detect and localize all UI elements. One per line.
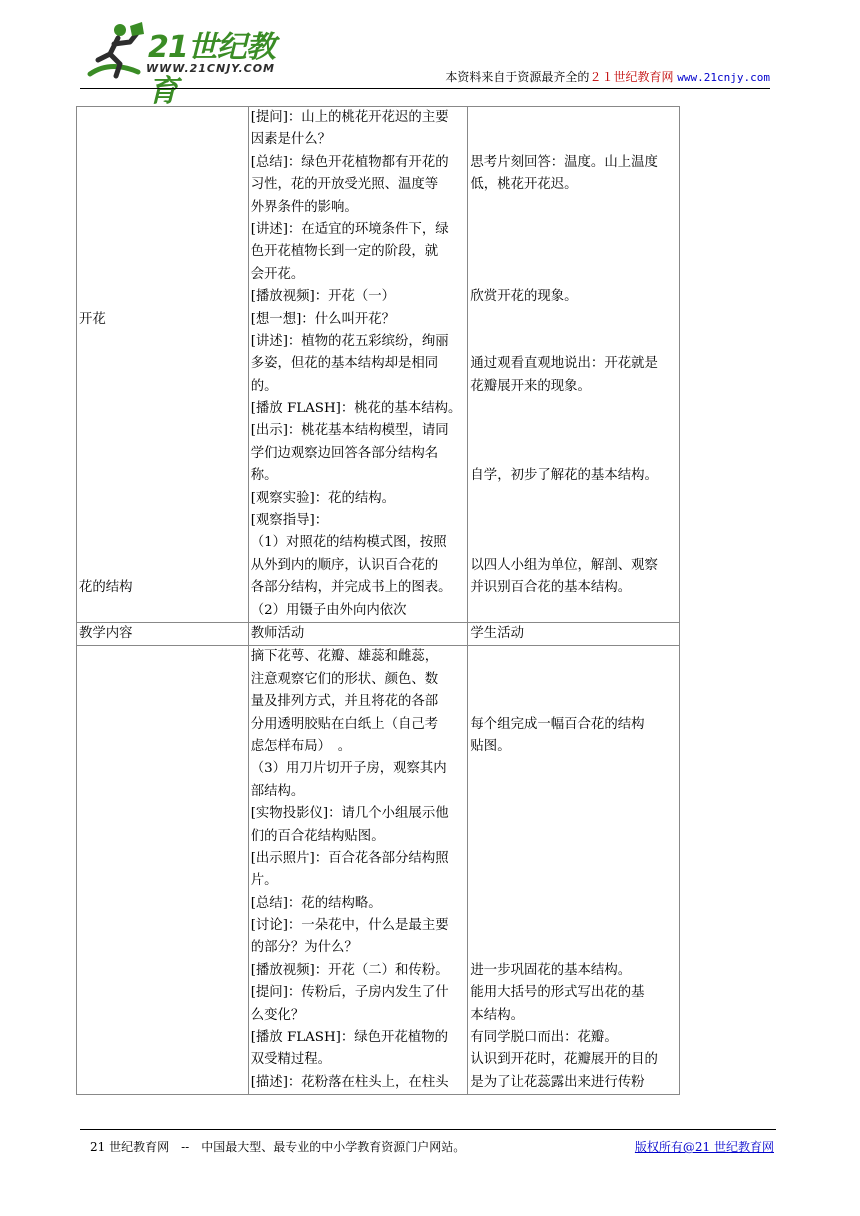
teacher-line: 部结构。: [250, 783, 305, 799]
student-line: 贴图。: [470, 738, 511, 754]
teacher-line: 从外到内的顺序，认识百合花的: [250, 557, 439, 573]
header-note-url[interactable]: www.21cnjy.com: [677, 71, 770, 84]
student-activity-cell: [468, 107, 680, 623]
teacher-line: [观察实验]：花的结构。: [250, 490, 396, 506]
logo-brand: 21世纪教育: [148, 30, 275, 109]
teacher-line: 多姿，但花的基本结构却是相同: [250, 356, 439, 372]
content-cell: [77, 107, 249, 623]
teacher-line: 虑怎样布局） 。: [250, 738, 352, 754]
teacher-line: 分用透明胶贴在白纸上（自己考: [250, 716, 439, 732]
teacher-line: [描述]：花粉落在柱头上，在柱头: [250, 1074, 449, 1090]
teacher-line: 外界条件的影响。: [250, 199, 358, 215]
teacher-line: [想一想]：什么叫开花？: [250, 311, 396, 327]
student-line: 认识到开花时，花瓣展开的目的: [470, 1052, 658, 1068]
teacher-line: 量及排列方式，并且将花的各部: [250, 694, 439, 710]
teacher-line: [播放 FLASH]：绿色开花植物的: [250, 1030, 449, 1046]
teacher-line: [总结]：绿色开花植物都有开花的: [250, 154, 449, 170]
teacher-line: 学们边观察边回答各部分结构名: [250, 445, 439, 461]
teacher-line: （2）用镊子由外向内依次: [250, 602, 407, 618]
teacher-line: 注意观察它们的形状、颜色、数: [250, 671, 439, 687]
teacher-line: （3）用刀片切开子房，观察其内: [250, 761, 447, 777]
footer-divider: [80, 1129, 776, 1130]
teacher-line: [播放 FLASH]：桃花的基本结构。: [250, 401, 462, 417]
column-header-teacher: 教师活动: [248, 622, 468, 645]
teacher-line: [观察指导]：: [250, 513, 329, 529]
table-row: [77, 646, 680, 1095]
student-line: 每个组完成一幅百合花的结构: [470, 716, 645, 732]
student-line: 是为了让花蕊露出来进行传粉: [470, 1074, 645, 1090]
student-line: 低，桃花开花迟。: [470, 177, 578, 193]
teacher-line: [播放视频]：开花（二）和传粉。: [250, 962, 449, 978]
student-line: 思考片刻回答：温度。山上温度: [470, 154, 658, 170]
teacher-line: 摘下花萼、花瓣、雄蕊和雌蕊，: [250, 649, 439, 665]
teacher-line: [出示照片]：百合花各部分结构照: [250, 850, 449, 866]
teacher-line: [讲述]：植物的花五彩缤纷，绚丽: [250, 333, 449, 349]
teacher-line: 么变化？: [250, 1007, 305, 1023]
student-line: 进一步巩固花的基本结构。: [470, 962, 632, 978]
student-line: 花瓣展开来的现象。: [470, 378, 591, 394]
content-label-flowering: 开花: [79, 311, 106, 327]
site-logo: [80, 18, 290, 109]
lesson-plan-table: [76, 106, 680, 1095]
student-activity-cell: [468, 646, 680, 1095]
teacher-line: [讨论]：一朵花中，什么是最主要: [250, 918, 449, 934]
student-line: 能用大括号的形式写出花的基: [470, 985, 645, 1001]
column-header-content: 教学内容: [77, 622, 249, 645]
teacher-line: （1）对照花的结构模式图，按照: [250, 535, 447, 551]
teacher-line: 习性，花的开放受光照、温度等: [250, 177, 439, 193]
header-note: [445, 68, 770, 85]
teacher-activity-cell: [248, 107, 468, 623]
footer-site-description: 21 世纪教育网 -- 中国最大型、最专业的中小学教育资源门户网站。: [90, 1140, 466, 1154]
teacher-line: 各部分结构，并完成书上的图表。: [250, 580, 452, 596]
footer-copyright-link[interactable]: 版权所有@21 世纪教育网: [634, 1140, 774, 1154]
student-line: 并识别百合花的基本结构。: [470, 580, 632, 596]
header-divider: [80, 88, 770, 89]
teacher-line: [讲述]：在适宜的环境条件下，绿: [250, 221, 449, 237]
teacher-line: [播放视频]：开花（一）: [250, 289, 396, 305]
content-label-flower-structure: 花的结构: [79, 580, 133, 596]
teacher-line: [出示]：桃花基本结构模型，请同: [250, 423, 449, 439]
page-header: [80, 18, 770, 109]
student-line: 以四人小组为单位，解剖、观察: [470, 557, 658, 573]
table-header-row: [77, 622, 680, 645]
header-note-site[interactable]: ２１世纪教育网: [589, 70, 674, 84]
teacher-line: [提问]：山上的桃花开花迟的主要: [250, 110, 449, 125]
content-cell: [77, 646, 249, 1095]
teacher-activity-cell: [248, 646, 468, 1095]
table-row: [77, 107, 680, 623]
student-line: 本结构。: [470, 1007, 524, 1023]
teacher-line: 色开花植物长到一定的阶段，就: [250, 244, 439, 260]
logo-domain: WWW.21CNJY.COM: [146, 62, 275, 75]
student-line: 有同学脱口而出：花瓣。: [470, 1030, 618, 1046]
teacher-line: [总结]：花的结构略。: [250, 895, 382, 911]
teacher-line: [提问]：传粉后，子房内发生了什: [250, 985, 449, 1001]
student-line: 自学，初步了解花的基本结构。: [470, 468, 658, 484]
teacher-line: 片。: [250, 873, 278, 889]
student-line: 欣赏开花的现象。: [470, 289, 578, 305]
teacher-line: 双受精过程。: [250, 1052, 332, 1068]
teacher-line: 们的百合花结构贴图。: [250, 828, 385, 844]
header-note-prefix: 本资料来自于资源最齐全的: [445, 70, 590, 84]
student-line: 通过观看直观地说出：开花就是: [470, 356, 658, 372]
column-header-student: 学生活动: [468, 622, 680, 645]
teacher-line: 称。: [250, 468, 278, 484]
running-figure-icon: [80, 20, 150, 82]
teacher-line: [实物投影仪]：请几个小组展示他: [250, 806, 449, 822]
teacher-line: 会开花。: [250, 266, 305, 282]
teacher-line: 的。: [250, 378, 278, 394]
teacher-line: 的部分？为什么？: [250, 940, 358, 956]
teacher-line: 因素是什么？: [250, 132, 332, 148]
